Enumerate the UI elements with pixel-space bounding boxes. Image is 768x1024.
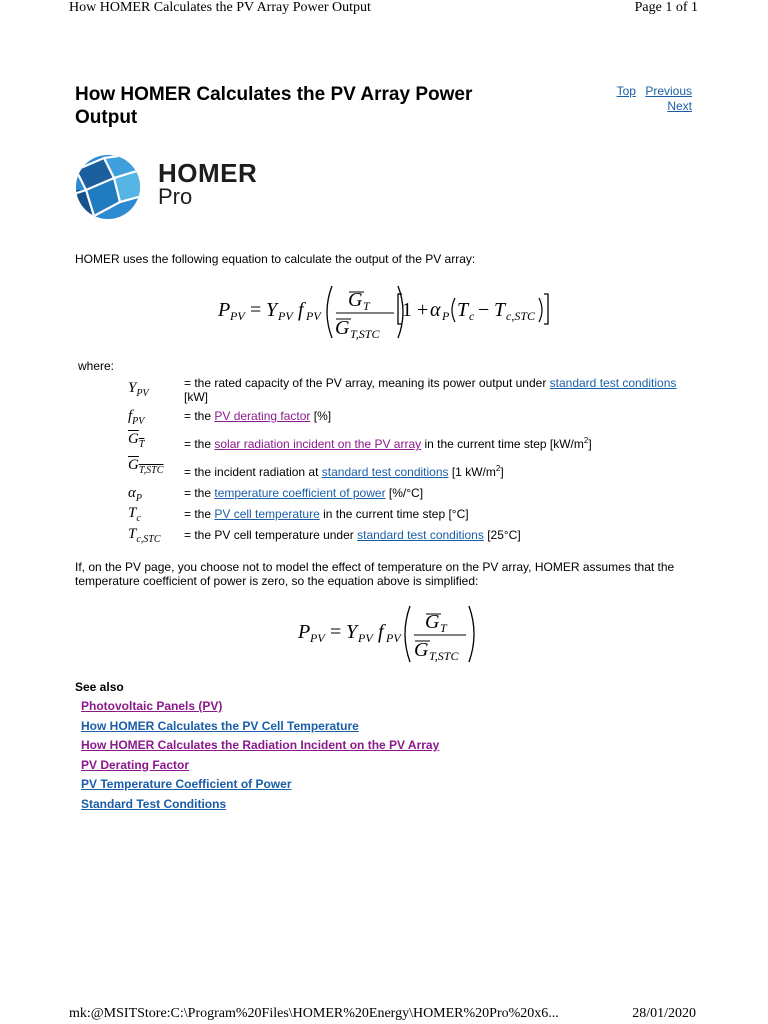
- svg-text:G: G: [348, 289, 363, 311]
- footer-date: 28/01/2020: [632, 1006, 696, 1021]
- where-label: where:: [78, 359, 115, 373]
- print-header-title: How HOMER Calculates the PV Array Power Output: [69, 0, 371, 15]
- svg-text:1 +: 1 +: [402, 299, 429, 321]
- svg-text:Y: Y: [266, 299, 278, 321]
- var-fpv-symbol: $f_{PV}$: [128, 408, 145, 427]
- svg-text:P: P: [442, 309, 450, 323]
- svg-text:PV: PV: [230, 309, 245, 323]
- pv-output-equation: [214, 280, 574, 344]
- svg-text:T: T: [363, 299, 370, 313]
- svg-text:P: P: [298, 621, 311, 643]
- simplified-equation: [294, 600, 494, 664]
- see-also-link[interactable]: PV Derating Factor: [81, 757, 190, 772]
- svg-text:=: =: [330, 621, 342, 643]
- print-footer: [0, 1006, 768, 1024]
- svg-text:PV: PV: [310, 631, 325, 645]
- svg-text:PV: PV: [386, 631, 401, 645]
- page-title: How HOMER Calculates the PV Array Power Output: [75, 84, 473, 128]
- next-link[interactable]: Next: [667, 99, 692, 113]
- var-ypv-symbol: $Y_{PV}$: [128, 380, 149, 399]
- svg-text:P: P: [218, 299, 231, 321]
- var-gt-symbol: $G_T$: [128, 431, 145, 450]
- svg-text:T: T: [494, 299, 506, 321]
- top-link[interactable]: Top: [616, 84, 636, 98]
- svg-text:G: G: [335, 317, 350, 339]
- svg-text:c,STC: c,STC: [506, 309, 536, 323]
- var-gtstc-description: = the incident radiation at standard test conditions [1 $kW/m^2$]: [184, 464, 504, 479]
- svg-text:T: T: [457, 299, 469, 321]
- var-alpha-symbol: $\alpha_P$: [128, 485, 142, 504]
- see-also-list: [81, 699, 439, 816]
- svg-text:G: G: [425, 611, 440, 633]
- print-header: [0, 0, 768, 18]
- svg-text:f: f: [378, 621, 384, 643]
- see-also-link[interactable]: How HOMER Calculates the PV Cell Temperature: [81, 718, 359, 733]
- svg-text:c: c: [469, 309, 475, 323]
- svg-text:PV: PV: [358, 631, 373, 645]
- svg-text:T,STC: T,STC: [429, 649, 459, 663]
- temperature-coefficient-link[interactable]: temperature coefficient of power: [214, 486, 386, 500]
- var-tcstc-description: = the PV cell temperature under standard test conditions [25°C]: [184, 528, 521, 542]
- var-alpha-description: = the temperature coefficient of power [%/°C]: [184, 486, 424, 500]
- var-gtstc-symbol: $G_{T,STC}$: [128, 457, 164, 476]
- standard-test-conditions-link[interactable]: standard test conditions: [549, 376, 677, 390]
- svg-text:PV: PV: [306, 309, 321, 323]
- see-also-link[interactable]: How HOMER Calculates the Radiation Incident on the PV Array: [81, 738, 440, 752]
- see-also-heading: See also: [75, 680, 124, 694]
- svg-text:Y: Y: [346, 621, 358, 643]
- globe-icon: [74, 150, 144, 220]
- solar-radiation-link[interactable]: solar radiation incident on the PV array: [214, 437, 422, 451]
- svg-text:f: f: [298, 299, 304, 321]
- see-also-link[interactable]: PV Temperature Coefficient of Power: [81, 777, 292, 791]
- var-gt-description: = the solar radiation incident on the PV array in the current time step $[kW/m^2]$: [184, 436, 592, 451]
- top-navigation: [611, 84, 692, 114]
- svg-text:PV: PV: [278, 309, 293, 323]
- svg-text:=: =: [250, 299, 262, 321]
- svg-text:T: T: [440, 621, 447, 635]
- var-ypv-description: = the rated capacity of the PV array, meaning its power output under standard test conditions [kW]: [184, 376, 677, 404]
- var-tcstc-symbol: $T_{c,STC}$: [128, 526, 161, 545]
- previous-link[interactable]: Previous: [645, 84, 692, 98]
- svg-text:α: α: [430, 299, 441, 321]
- pv-derating-factor-link[interactable]: PV derating factor: [214, 409, 311, 423]
- homer-pro-logo: [74, 150, 274, 220]
- var-fpv-description: = the PV derating factor [%]: [184, 409, 332, 423]
- logo-sub: Pro: [158, 184, 193, 209]
- logo-brand: HOMER: [158, 158, 258, 188]
- svg-text:−: −: [478, 299, 490, 321]
- simplified-note: If, on the PV page, you choose not to model the effect of temperature on the PV array, HOMER assumes that the temperature coefficient of power is zero, so the equation above is simplified:: [75, 560, 675, 588]
- see-also-link[interactable]: Standard Test Conditions: [81, 796, 227, 811]
- svg-text:G: G: [414, 639, 429, 661]
- intro-text: HOMER uses the following equation to calculate the output of the PV array:: [75, 252, 476, 266]
- standard-test-conditions-link-3[interactable]: standard test conditions: [357, 528, 484, 542]
- footer-path: mk:@MSITStore:C:\Program%20Files\HOMER%20Energy\HOMER%20Pro%20x6...: [69, 1006, 559, 1021]
- print-header-page: Page 1 of 1: [634, 0, 698, 15]
- var-tc-symbol: $T_c$: [128, 505, 141, 524]
- var-tc-description: = the PV cell temperature in the current time step [°C]: [184, 507, 469, 521]
- pv-cell-temperature-link[interactable]: PV cell temperature: [214, 507, 320, 521]
- svg-text:T,STC: T,STC: [350, 327, 380, 341]
- see-also-link[interactable]: Photovoltaic Panels (PV): [81, 699, 223, 713]
- standard-test-conditions-link-2[interactable]: standard test conditions: [321, 465, 449, 479]
